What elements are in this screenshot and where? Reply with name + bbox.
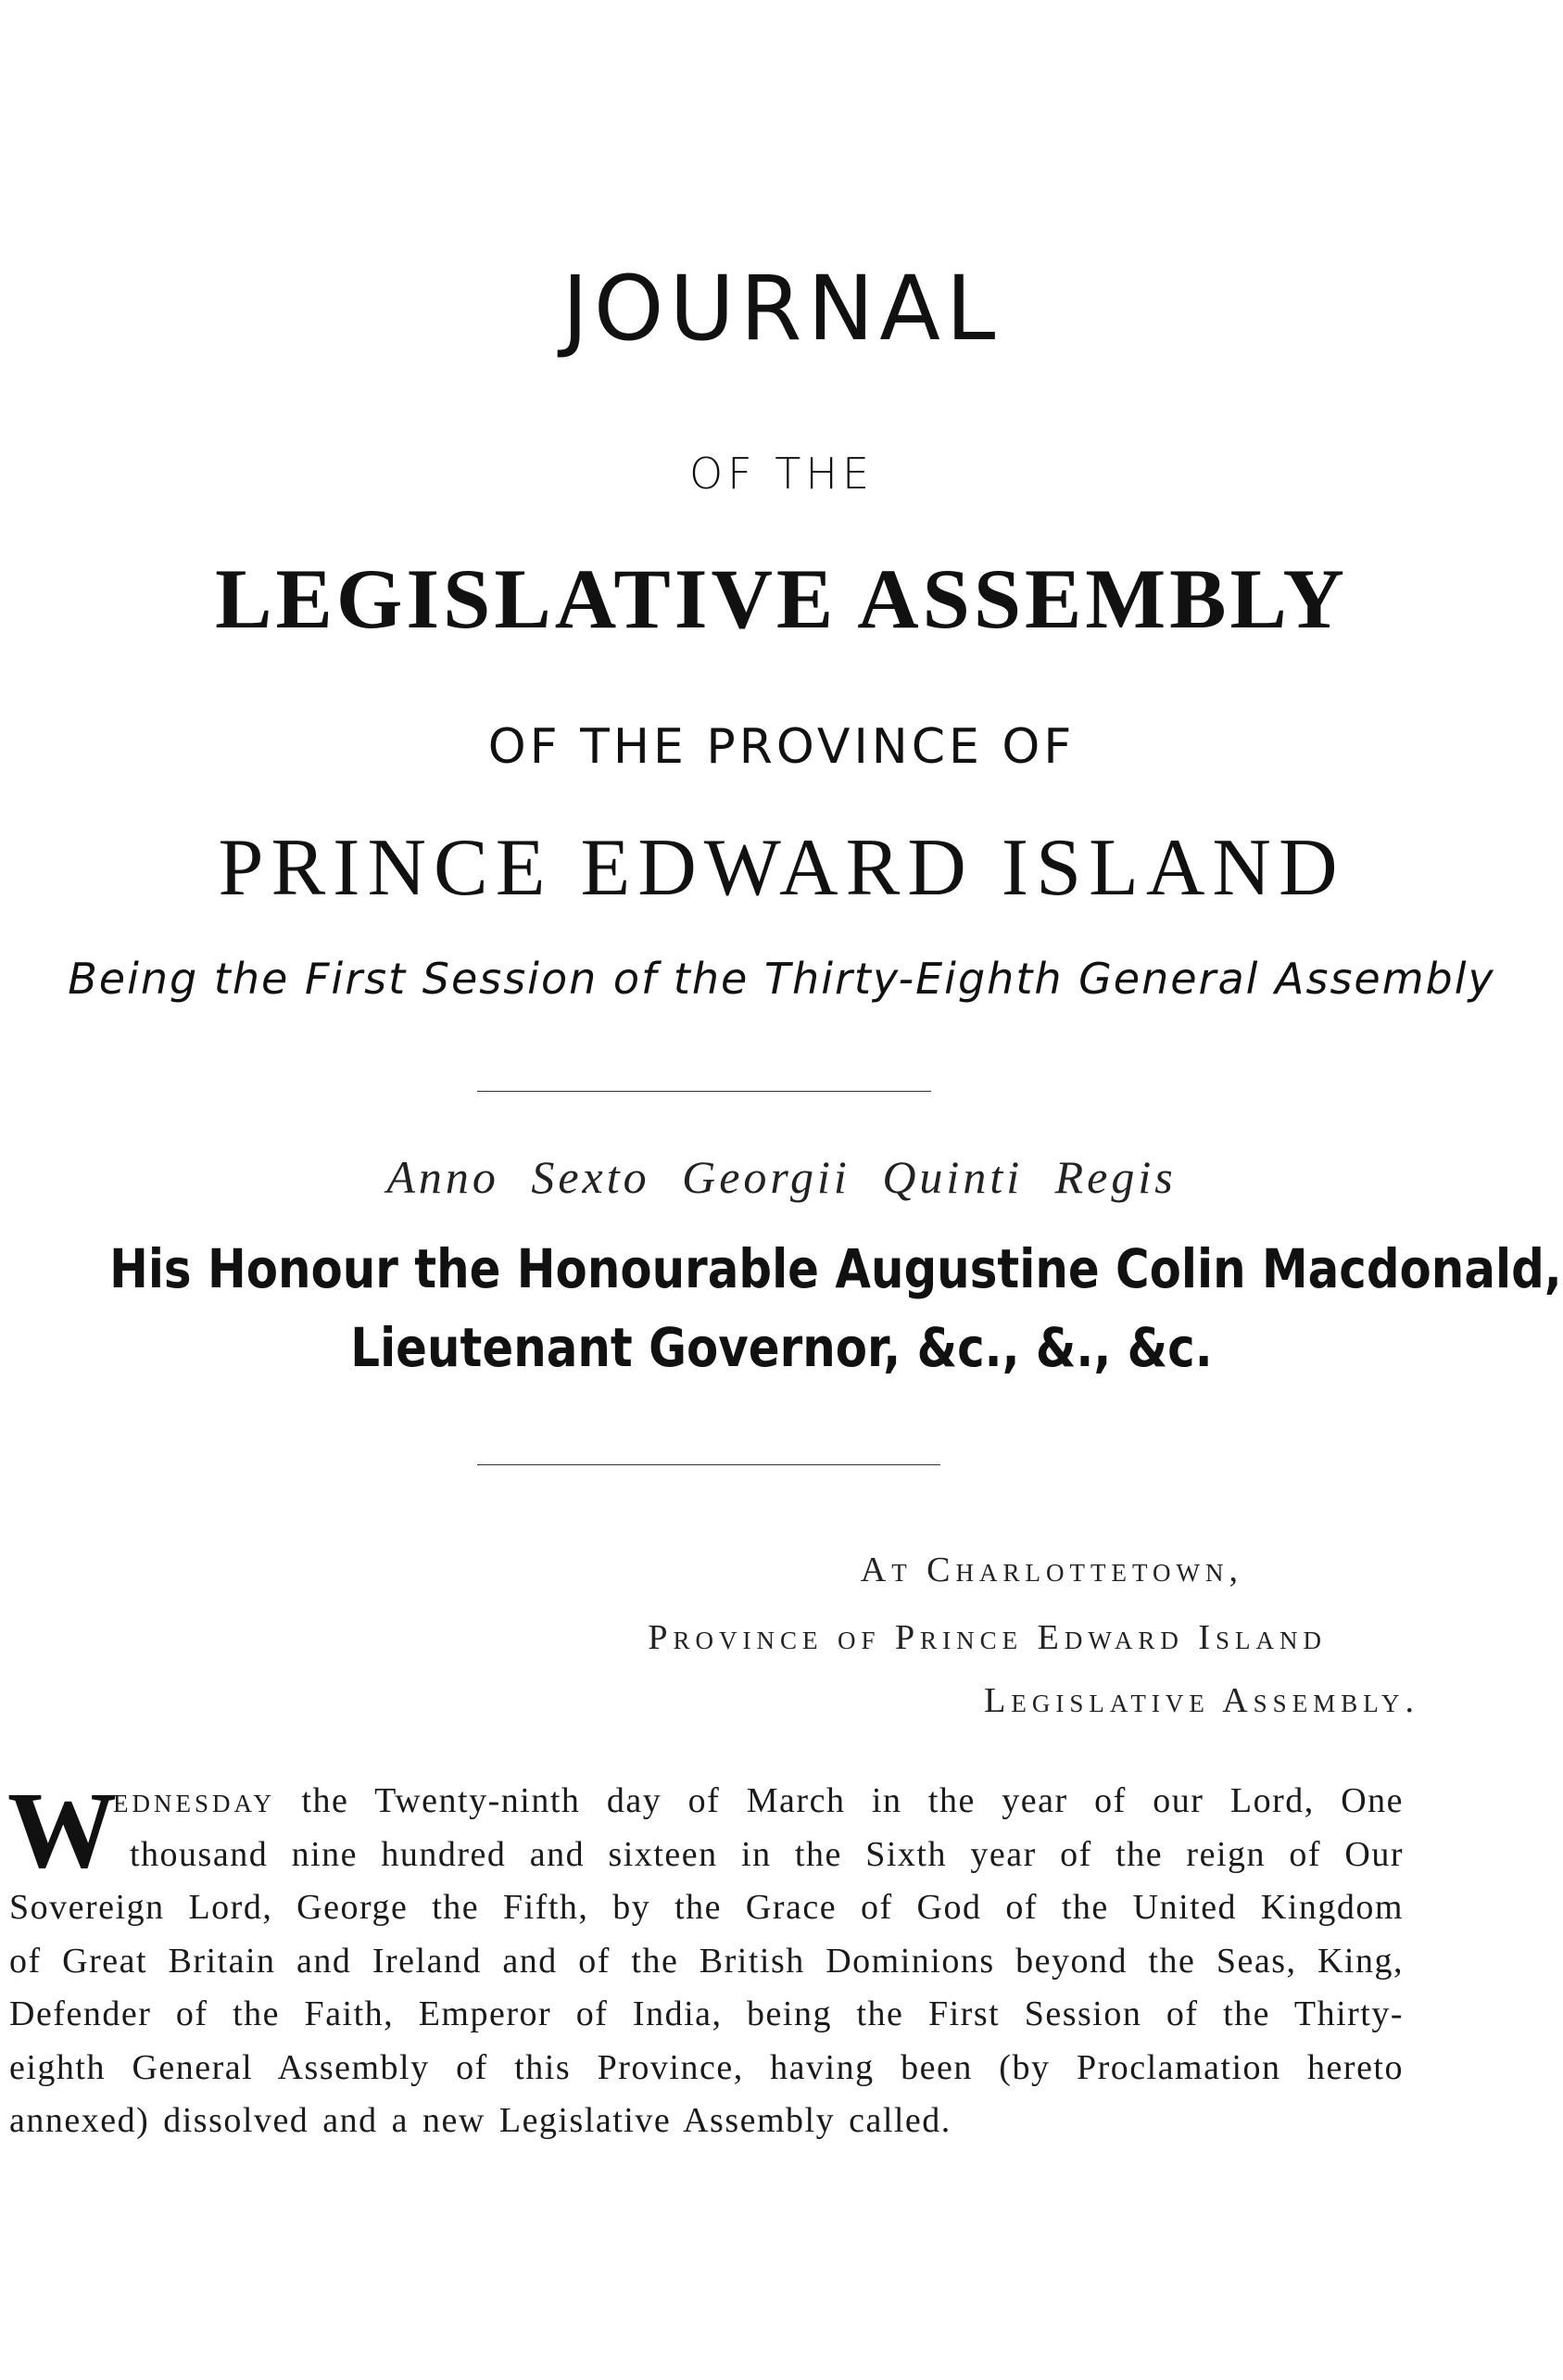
place-province: Province of Prince Edward Island (648, 1618, 1327, 1657)
body-line-1-rest: the Twenty-ninth day of March in the year of our Lord, One (301, 1781, 1405, 1820)
anno-regnal-line: Anno Sexto Georgii Quinti Regis (386, 1151, 1177, 1203)
drop-cap: W (7, 1769, 117, 1891)
body-line: annexed) dissolved and a new Legislative Assembly called. (9, 2101, 952, 2140)
governor-name: His Honour the Honourable Augustine Colin Macdonald, (109, 1237, 1562, 1300)
body-line: Defender of the Faith, Emperor of India, being the First Session of the Thirty- (9, 1994, 1404, 2033)
place-location: At Charlottetown, (860, 1551, 1243, 1589)
divider-rule (477, 1464, 940, 1465)
body-line (9, 1775, 1404, 1829)
first-word-rest: ednesday (113, 1781, 276, 1820)
of-the-subheading: OF THE (688, 449, 875, 499)
of-the-province-subheading: OF THE PROVINCE OF (487, 719, 1076, 775)
place-assembly: Legislative Assembly. (984, 1681, 1419, 1720)
divider-rule (477, 1091, 931, 1092)
body-line: Sovereign Lord, George the Fifth, by the Grace of God of the United Kingdom (9, 1888, 1404, 1927)
governor-title: Lieutenant Governor, &c., &., &c. (350, 1316, 1213, 1379)
body-line: thousand nine hundred and sixteen in the Sixth year of the reign of Our (130, 1834, 1404, 1874)
province-name-heading: PRINCE EDWARD ISLAND (218, 823, 1345, 913)
body-line: eighth General Assembly of this Province, having been (by Proclamation hereto (9, 2047, 1404, 2087)
session-description: Being the First Session of the Thirty-Eighth General Assembly (68, 954, 1495, 1004)
journal-heading: JOURNAL (561, 257, 1002, 361)
body-paragraph (7, 1769, 1405, 2148)
legislative-assembly-heading: LEGISLATIVE ASSEMBLY (215, 551, 1348, 646)
body-line: of Great Britain and Ireland and of the British Dominions beyond the Seas, King, (9, 1941, 1404, 1981)
